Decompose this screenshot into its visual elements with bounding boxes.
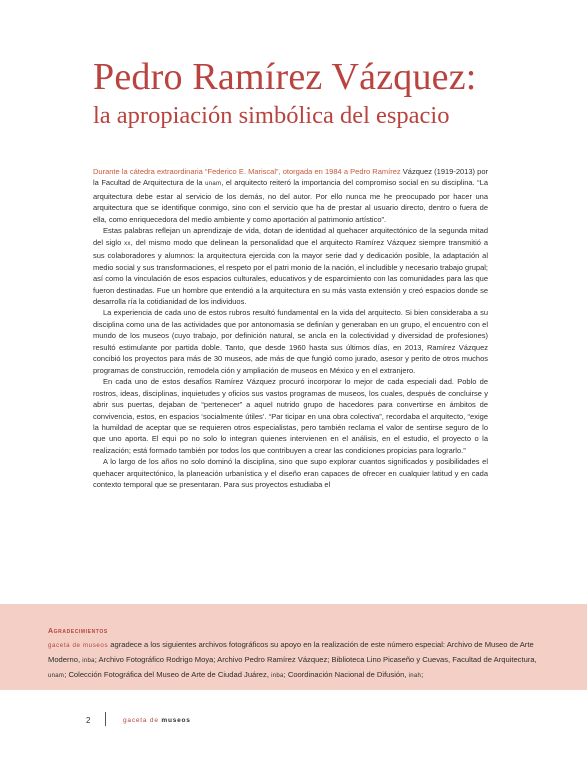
paragraph-text: , del mismo modo que delinean la personalidad que el arquitecto Ramírez Vázquez siempre transmitió a sus colaboradores y alumnos: la arquitectura ejercida con la mayor serie dad y dedicación posible, la adaptación al medio social y sus transformaciones, el respeto por el patri monio de la nación, el includible y necesario trabajo grupal; así como la vinculación de esos espacios culturales, educativos y de esparcimiento con las comunidades para las que fueron destinadas. Fue un hombre que entendió a la arquitectura en su más vasta extensión y creó espacios donde se desarrolla ría la cotidianidad de los individuos. <box>93 237 488 306</box>
inba-abbrev: inba <box>82 658 95 664</box>
inah-abbrev: inah <box>408 673 422 679</box>
article-body <box>93 166 488 574</box>
ack-text-part: agradece a los siguientes archivos fotográficos su apoyo en la realización de este número especial: Archivo de Museo de Arte Moderno, <box>48 640 534 664</box>
ack-text-part: ; Coordinación Nacional de Difusión, <box>283 670 409 679</box>
article-subtitle: la apropiación simbólica del espacio <box>93 102 450 129</box>
publication-name <box>123 717 191 724</box>
ack-text-part: ; Archivo Fotográfico Rodrigo Moya; Archivo Pedro Ramírez Vázquez; Biblioteca Lino Picaseño y Cuevas, Facultad de Arquitectura, <box>94 655 537 664</box>
article-title: Pedro Ramírez Vázquez: <box>93 56 477 98</box>
ack-text-part: ; <box>421 670 424 679</box>
unam-abbrev: unam <box>205 181 222 188</box>
unam-abbrev: unam <box>48 673 65 679</box>
page-number: 2 <box>86 716 91 725</box>
footer-divider <box>105 712 106 726</box>
paragraph-5: A lo largo de los años no solo dominó la disciplina, sino que supo explorar cuantos significados y posibilidades el quehacer arquitectónico, la planeación urbanística y el diseño eran capaces de ofrecer en cualquier latitud y en cada contexto temporal que se presentaran. Para sus proyectos estudiaba el <box>93 457 488 490</box>
paragraph-4: En cada uno de estos desafíos Ramírez Vázquez procuró incorporar lo mejor de cada especiali dad. Poblo de rostros, ideas, disciplinas, inquietudes y oficios sus vastos programas de museos, los cuales, después de concluirse y abrir sus puertas, dejaban de “pertenecer” a aquel nutrido grupo de hacedores para convertirse en ámbitos de convivencia, estos, en espacios ‘socialmente útiles’. “Par ticipar en una obra colectiva”, recordaba el arquitecto, “exige la humildad de aceptar que se requieren otros especialistas, pero también reclama el valor de sentirse seguro de lo que uno aporta. El equi po no solo lo integran quienes intervienen en el análisis, en el estudio, el proyecto o la realización; está formado también por todos los que contribuyen a crear las condiciones propicias para lograrlo.” <box>93 377 488 455</box>
paragraph-text: , el arquitecto reiteró la importancia del compromiso social en su disciplina. “La arquitectura debe estar al servicio de los demás, no del autor. Por ello nunca me he preocupado por hacer una arquitectura que se identifique conmigo, sino con el servicio que ha de prestar al usuario directo, dentro o fuera de ella, como enriquecedora del medio ambiente y como aportación al patrimonio artístico”. <box>93 178 488 224</box>
inba-abbrev: inba <box>271 673 284 679</box>
publication-name-b: museos <box>161 717 191 724</box>
acknowledgements-text <box>48 638 538 683</box>
publication-name-a: gaceta de <box>123 717 162 724</box>
paragraph-1 <box>93 166 488 225</box>
acknowledgements-title: Agradecimientos <box>48 628 108 635</box>
paragraph-3: La experiencia de cada uno de estos rubros resultó fundamental en la vida del arquitecto. Si bien consideraba a su disciplina como una de las actividades que por antonomasia se definían y generaban en un grupo, el encuentro con el mundo de los museos (cuyo trabajo, por definición natural, se ancla en la colectividad y diversidad de profesiones) resultó estimulante por partida doble. Tanto, que desde 1960 hasta sus últimos días, en 2013, Ramírez Vázquez concibió los proyectos para más de 30 museos, ade más de que fungió como jurado, asesor y perito de otros muchos programas de construcción, remodela ción y ampliación de museos en México y en el extranjero. <box>93 308 488 375</box>
ack-text-part: ; Colección Fotográfica del Museo de Arte de Ciudad Juárez, <box>64 670 272 679</box>
acknowledgements-lead: gaceta de museos <box>48 642 109 649</box>
century-numeral: xx <box>124 240 131 247</box>
paragraph-text: Vázquez (1919-2013) por la Facultad de Arquitectura de la <box>93 167 488 188</box>
paragraph-lead: Durante la cátedra extraordinaria “Federico E. Mariscal”, otorgada en 1984 a Pedro Ramírez <box>93 167 401 176</box>
paragraph-2 <box>93 225 488 307</box>
paragraph-text: Estas palabras reflejan un aprendizaje de vida, dotan de identidad al quehacer arquitectónico de la segunda mitad del siglo <box>93 226 488 247</box>
